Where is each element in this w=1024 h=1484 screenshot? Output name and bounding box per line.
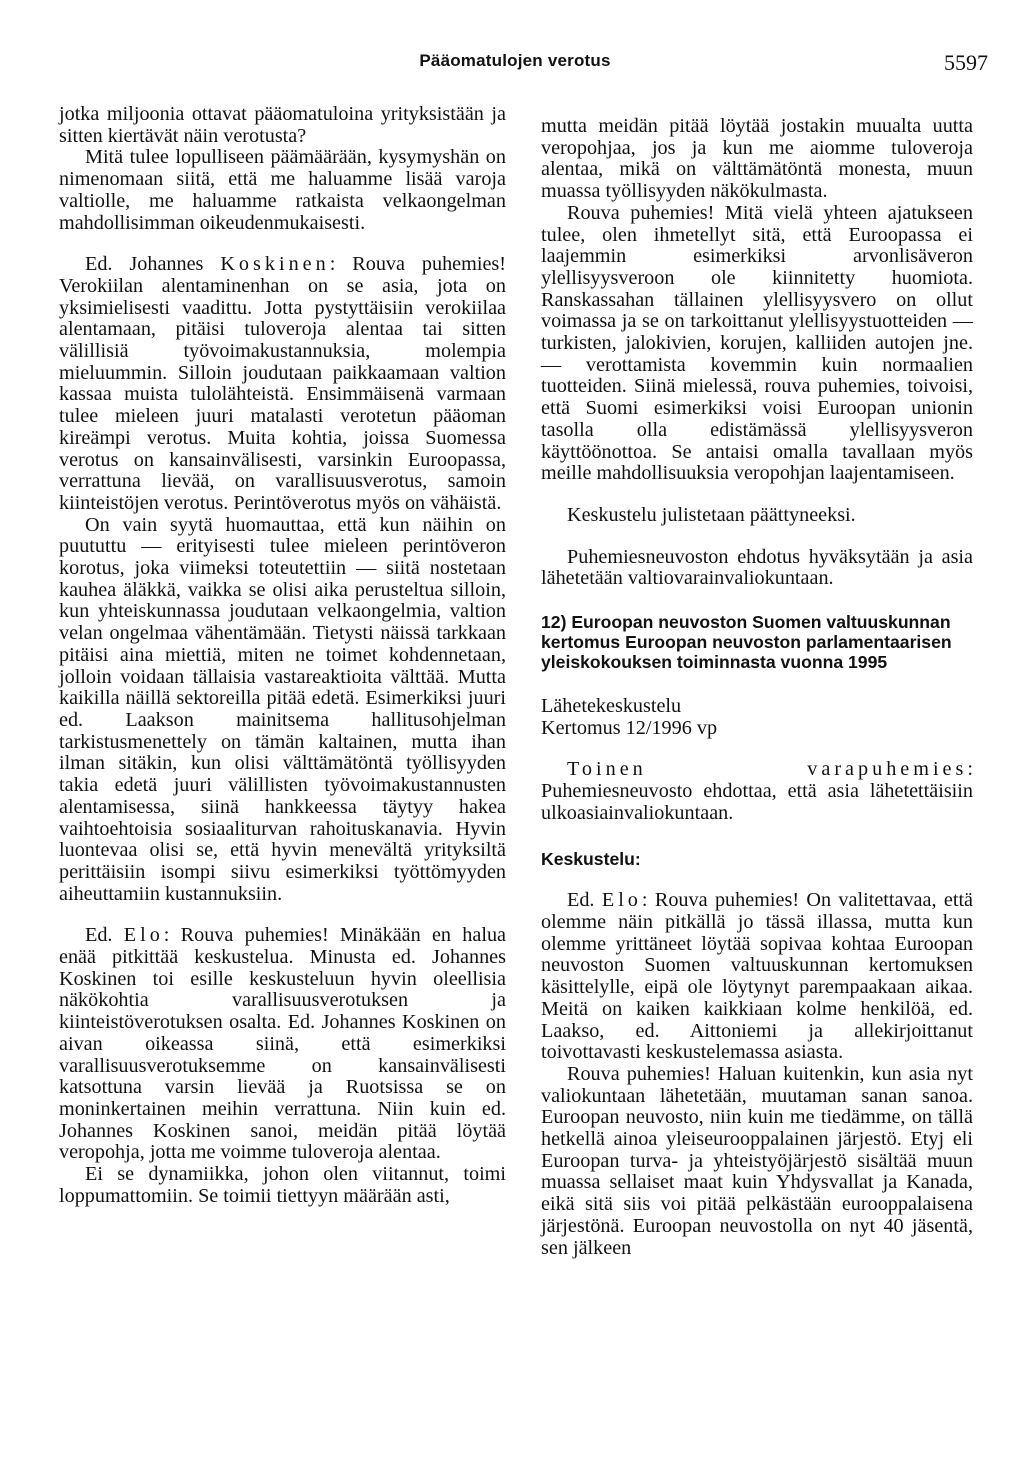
discussion-closed: Keskustelu julistetaan päättyneeksi. [567, 503, 856, 526]
paragraph: mutta meidän pitää löytää jostakin muualta uutta veropohjaa, jos ja kun me aiomme tuloveroja alentaa, mikä on välttämätöntä monesta, muun muassa työllisyyden näkökulmasta. [541, 115, 973, 203]
paragraph: Ei se dynamiikka, johon olen viitannut, toimi loppumattomiin. Se toimii tiettyyn määrään asti, [59, 1163, 506, 1207]
speaker-name: Elo [123, 924, 164, 947]
paragraph: On vain syytä huomauttaa, että kun näihin on puututtu — erityisesti tulee mieleen perintöveron korotus, joka viimeksi toteutettiin — siitä nostetaan kauhea äläkkä, vaikka se olisi aika perusteltua silloin, kun yhteiskunnassa joudutaan velkaongelmia, valtion velan ongelmaa vähentämään. Tietysti näissä tarkkaan pitäisi aina miettiä, miten ne toimet kohdennetaan, jolloin voidaan tällaisia vastareaktioita välttää. Mutta kaikilla näillä sektoreilla pitää edetä. Esimerkiksi juuri ed. Laakson mainitsema hallitusohjelman tarkistusmenettely on tämän kaltainen, mutta ihan ilman sitäkin, kun olisi välttämätöntä työllisyyden takia edetä juuri välillisten työvoimakustannusten alentamisessa, siinä hankkeessa täytyy hakea vaihtoehtoisia sosiaaliturvan rahoituskanavia. Hyvin luontevaa olisi se, että hyvin menevältä yrityksiltä perittäisiin isompi siivu esimerkiksi työttömyyden aiheuttamiin kustannuksiin. [59, 513, 506, 905]
speech-text: : Puhemiesneuvosto ehdottaa, että asia lähetettäisiin ulkoasiainvaliokuntaan. [541, 758, 973, 824]
running-header [0, 46, 1024, 76]
report-reference: Kertomus 12/1996 vp [541, 716, 718, 739]
speech-toinen-varapuhemies [541, 759, 973, 824]
discussion-label: Keskustelu: [541, 848, 641, 869]
speech-elo: Ed. Elo: Rouva puhemies! Minäkään en halua enää pitkittää keskustelua. Minusta ed. Johannes Koskinen toi esille keskusteluun hyvin oleellisia näkökohtia varallisuusverotuksen ja kiinteistöverotuksen osalta. Ed. Johannes Koskinen on aivan oikeassa siinä, että esimerkiksi varallisuusverotuksemme on kansainvälisesti katsottuna varsin lievää ja Ruotsissa se on moninkertainen meihin verrattuna. Niin kuin ed. Johannes Koskinen sanoi, meidän pitää löytää veropohja, jotta me voimme tuloveroja alentaa. [59, 924, 507, 1164]
agenda-heading: 12) Euroopan neuvoston Suomen valtuuskunnan kertomus Euroopan neuvoston parlamentaarisen yleiskokouksen toiminnasta vuonna 1995 [541, 612, 952, 673]
speaker-name: Elo [601, 889, 642, 912]
left-column [59, 104, 506, 1207]
speech-elo-right [541, 890, 973, 1064]
paragraph: jotka miljoonia ottavat pääomatuloina yrityksistään ja sitten kiertävät näin verotusta? [59, 103, 506, 147]
speaker-prefix: Ed. Johannes [85, 253, 204, 276]
speech-text: Rouva puhemies! Minäkään en halua enää pitkittää keskustelua. Minusta ed. Johannes Koskinen toi esille keskusteluun hyvin oleellisia näkökohtia varallisuusverotuksen ja kiinteistöverotuksen osalta. Ed. Johannes Koskinen on aivan oikeassa siinä, että esimerkiksi varallisuusverotuksemme on kansainvälisesti katsottuna varsin lievää ja Ruotsissa se on moninkertainen meihin verrattuna. Niin kuin ed. Johannes Koskinen sanoi, meidän pitää löytää veropohja, jotta me voimme tuloveroja alentaa. [59, 924, 507, 1164]
speech-text: : Rouva puhemies! On valitettavaa, että olemme näin pitkällä jo tässä illassa, mutta kun olemme yrittäneet löytää sopivaa kohtaa Euroopan neuvoston Suomen valtuuskunnan kertomuksen käsittelylle, eipä ole löytynyt parempaakaan aikaa. Meitä on kaiken kaikkiaan kolme henkilöä, ed. Laakso, ed. Aittoniemi ja allekirjoittanut toivottavasti keskustelemassa asiasta. [541, 889, 974, 1064]
speech-text: Verokiilan alentaminenhan on se asia, jota on yksimielisesti vaadittu. Jotta pystyttäisiin verokiilaa alentamaan, pitäisi tuloveroja alentaa tai sitten välillisiä työvoimakustannuksia, molempia mieluummin. Silloin joudutaan paikkaamaan valtion kassaa muista tulolähteistä. Ensimmäisenä varmaan tulee mieleen juuri matalasti verotetun pääoman kireämpi verotus. Muita kohtia, joissa Suomessa verotus on kansainvälisesti, varsinkin Euroopassa, verrattuna lievää, on varallisuusverotus, samoin kiinteistöjen verotus. Perintöverotus myös on vähäistä. [59, 274, 506, 514]
speaker-name: Toinen varapuhemies [567, 758, 968, 781]
right-column [541, 116, 973, 1259]
paragraph: Mitä tulee lopulliseen päämäärään, kysymyshän on nimenomaan siitä, että me haluamme lisää varoja valtiolle, me haluamme ratkaista velkaongelman mahdollisimman oikeudenmukaisesti. [59, 146, 506, 234]
page-number: 5597 [944, 50, 988, 75]
speaker-name: Koskinen [220, 253, 330, 276]
speaker-prefix: Ed. [85, 924, 113, 947]
paragraph: Rouva puhemies! Mitä vielä yhteen ajatukseen tulee, olen ihmetellyt sitä, että Euroopassa ei laajemmin esimerkiksi arvonlisäveron ylellisyysveroon ole kiinnitetty huomiota. Ranskassahan tällainen ylellisyysvero on ollut voimassa ja se on tarkoittanut ylellisyystuotteiden — turkisten, jalokivien, korujen, kalliiden autojen jne. — verottamista kovemmin kuin normaalien tuotteiden. Siinä mielessä, rouva puhemies, toivoisi, että Suomi esimerkiksi voisi Euroopan unionin tasolla olla edistämässä ylellisyysveron käyttöönottoa. Se antaisi omalla tavallaan myös meille mahdollisuuksia veropohjan laajentamiseen. [541, 201, 973, 485]
paragraph: Rouva puhemies! Haluan kuitenkin, kun asia nyt valiokuntaan lähetetään, muutaman sanan sanoa. Euroopan neuvosto, niin kuin me tiedämme, on tällä hetkellä ainoa yleiseurooppalainen järjestö. Etyj eli Euroopan turva- ja yhteistyöjärjestö sisältää muun muassa sellaiset maat kuin Yhdysvallat ja Kanada, eikä sitä siis voi pitää pelkästään eurooppalaisena järjestönä. Euroopan neuvostolla on nyt 40 jäsentä, sen jälkeen [541, 1062, 973, 1259]
speech-lead: : Rouva puhemies! [329, 253, 506, 276]
running-title: Pääomatulojen verotus [419, 51, 611, 70]
speech-koskinen [59, 254, 506, 514]
speaker-prefix: Ed. [567, 889, 595, 912]
proposal-accepted: Puhemiesneuvoston ehdotus hyväksytään ja asia lähetetään valtiovarainvaliokuntaan. [541, 545, 973, 590]
debate-type: Lähetekeskustelu [541, 695, 682, 718]
